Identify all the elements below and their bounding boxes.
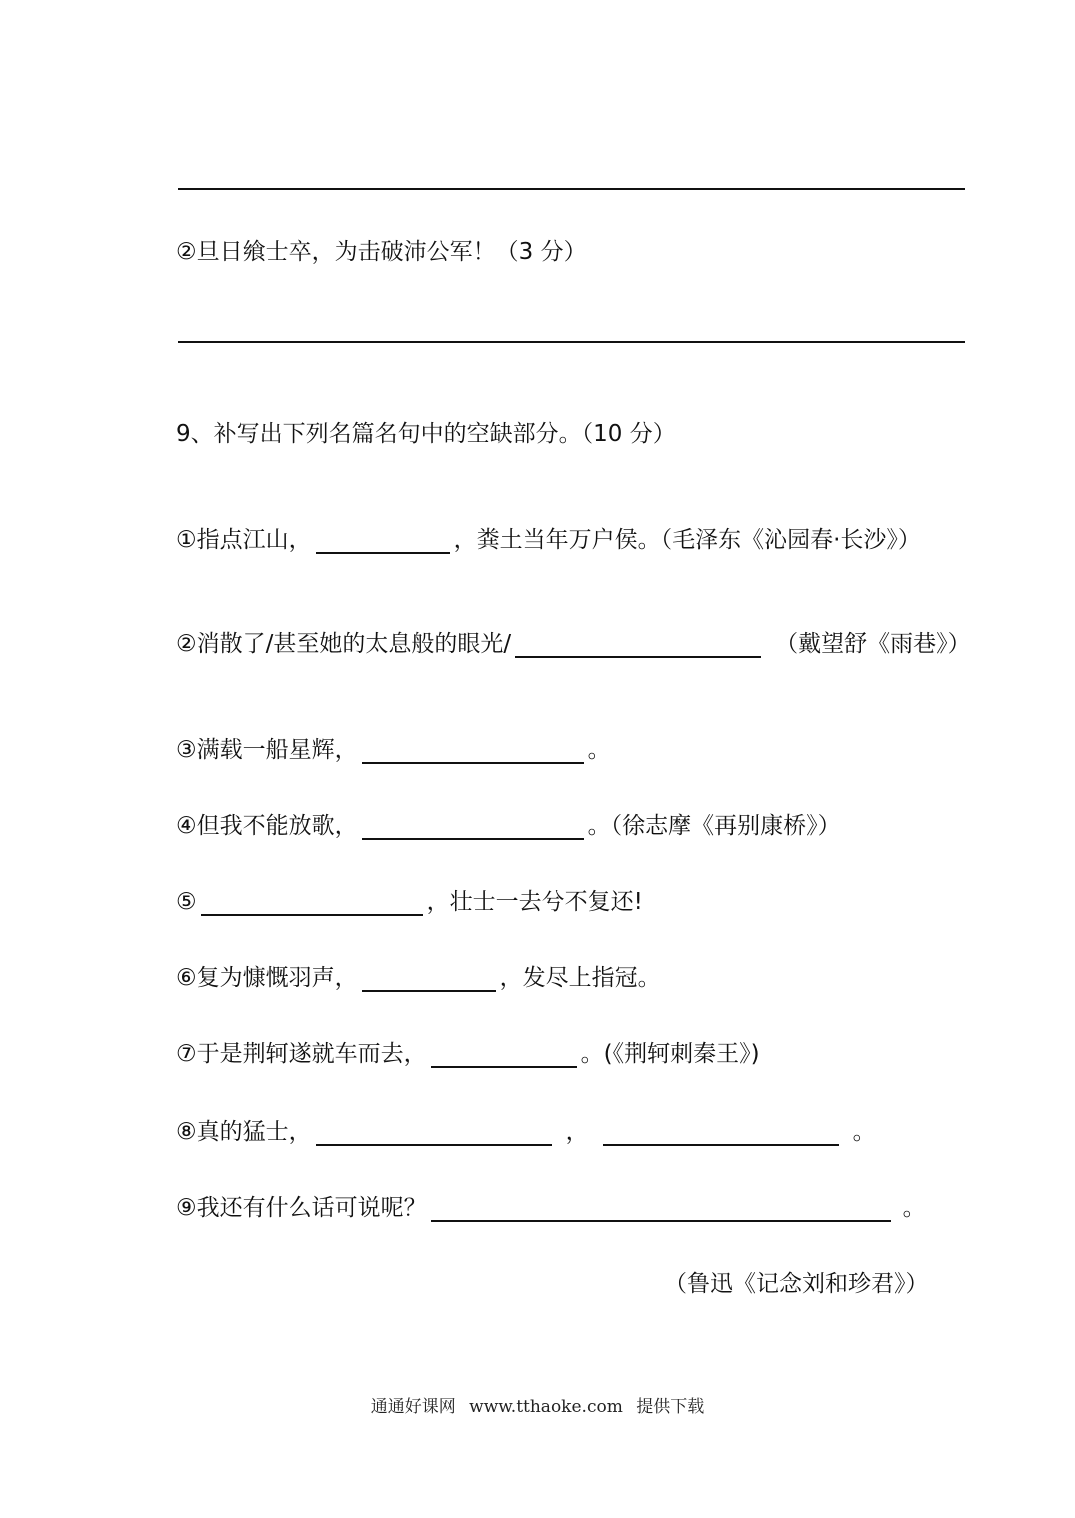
item-text-before: ③满载一船星辉， xyxy=(176,737,358,763)
item-text-before: ②消散了/甚至她的太息般的眼光/ xyxy=(176,631,512,657)
item-text-after: 。 xyxy=(852,1119,876,1145)
fill-item-2 xyxy=(176,630,971,658)
item-text-after: 。 xyxy=(902,1195,926,1221)
question-9-title: 9、补写出下列名篇名句中的空缺部分。（10 分） xyxy=(176,421,676,447)
blank-field[interactable] xyxy=(362,818,584,840)
blank-field[interactable] xyxy=(603,1124,839,1146)
blank-field[interactable] xyxy=(431,1046,577,1068)
footer-url[interactable]: www.tthaoke.com xyxy=(469,1397,623,1417)
fill-item-9 xyxy=(176,1194,926,1222)
item-text-before: ⑤ xyxy=(176,889,197,915)
item-text-before: ⑦于是荆轲遂就车而去， xyxy=(176,1041,427,1067)
item-text-after: （戴望舒《雨巷》） xyxy=(775,631,971,657)
fill-item-7 xyxy=(176,1040,760,1068)
blank-field[interactable] xyxy=(362,970,496,992)
blank-field[interactable] xyxy=(431,1200,891,1222)
question-8-2: ②旦日飨士卒，为击破沛公军！（3 分） xyxy=(176,239,587,265)
item-text-after: ，粪土当年万户侯。（毛泽东《沁园春·长沙》） xyxy=(453,527,921,553)
blank-field[interactable] xyxy=(362,742,584,764)
blank-field[interactable] xyxy=(201,894,423,916)
fill-item-5 xyxy=(176,888,643,916)
item-text-after: ，壮士一去兮不复还! xyxy=(426,889,643,915)
item-text-before: ①指点江山， xyxy=(176,527,312,553)
fill-item-4 xyxy=(176,812,841,840)
item-text-before: ⑨我还有什么话可说呢？ xyxy=(176,1195,427,1221)
item-text-after: 。(《荆轲刺秦王》) xyxy=(580,1041,760,1067)
item-text-before: ⑥复为慷慨羽声， xyxy=(176,965,358,991)
footer-suffix: 提供下载 xyxy=(636,1397,705,1417)
footer-site-name: 通通好课网 xyxy=(370,1397,456,1417)
page-footer xyxy=(0,1392,1075,1417)
item-text-middle: ， xyxy=(565,1119,589,1145)
blank-field[interactable] xyxy=(515,636,761,658)
blank-field[interactable] xyxy=(316,1124,552,1146)
answer-line-2 xyxy=(178,341,965,343)
answer-line-1 xyxy=(178,188,965,190)
item-text-before: ④但我不能放歌， xyxy=(176,813,358,839)
source-citation: （鲁迅《记念刘和珍君》） xyxy=(664,1271,929,1297)
fill-item-6 xyxy=(176,964,661,992)
fill-item-3 xyxy=(176,736,611,764)
item-text-after: 。 xyxy=(587,737,611,763)
item-text-after: 。（徐志摩《再别康桥》） xyxy=(587,813,841,839)
fill-item-1 xyxy=(176,526,921,554)
fill-item-8 xyxy=(176,1118,876,1146)
item-text-before: ⑧真的猛士， xyxy=(176,1119,312,1145)
blank-field[interactable] xyxy=(316,532,450,554)
item-text-after: ，发尽上指冠。 xyxy=(499,965,661,991)
